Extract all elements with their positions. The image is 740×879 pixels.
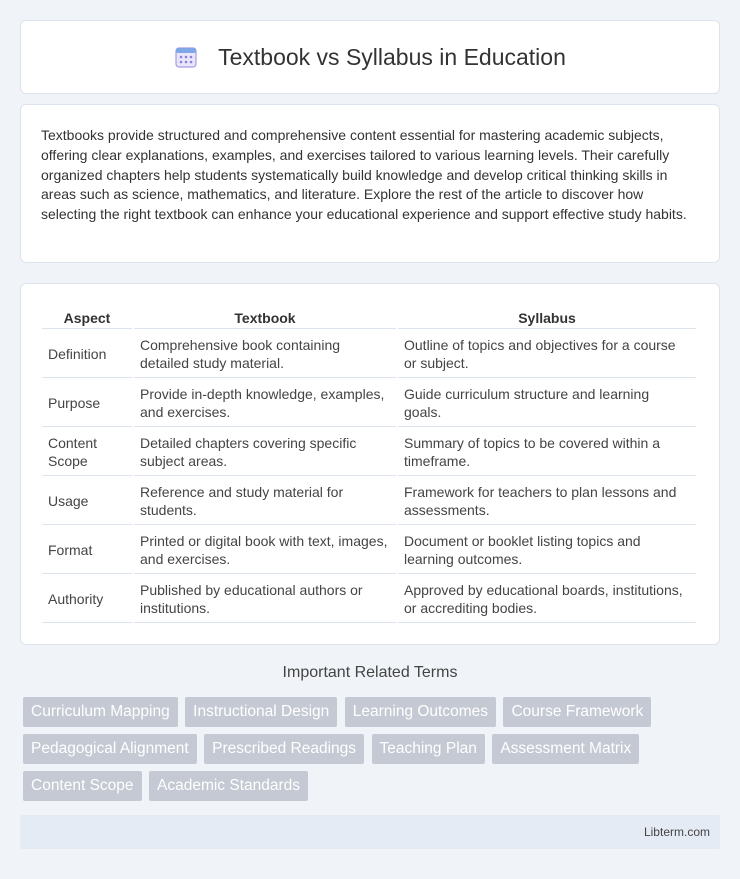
cell-syllabus: Framework for teachers to plan lessons and assessments. — [398, 478, 696, 525]
cell-textbook: Comprehensive book containing detailed study material. — [134, 331, 396, 378]
header-aspect: Aspect — [42, 308, 132, 329]
tag-assessment-matrix[interactable]: Assessment Matrix — [492, 734, 639, 764]
table-row — [42, 478, 696, 525]
tag-course-framework[interactable]: Course Framework — [503, 697, 651, 727]
cell-syllabus: Summary of topics to be covered within a timeframe. — [398, 429, 696, 476]
calendar-icon — [174, 45, 198, 69]
cell-aspect: Format — [42, 527, 132, 574]
table-row — [42, 576, 696, 623]
table-row — [42, 429, 696, 476]
header-card — [20, 20, 720, 94]
tag-pedagogical-alignment[interactable]: Pedagogical Alignment — [23, 734, 197, 764]
cell-syllabus: Guide curriculum structure and learning goals. — [398, 380, 696, 427]
tag-teaching-plan[interactable]: Teaching Plan — [372, 734, 485, 764]
table-row — [42, 331, 696, 378]
cell-aspect: Content Scope — [42, 429, 132, 476]
tag-prescribed-readings[interactable]: Prescribed Readings — [204, 734, 364, 764]
cell-textbook: Printed or digital book with text, images, and exercises. — [134, 527, 396, 574]
tag-learning-outcomes[interactable]: Learning Outcomes — [345, 697, 496, 727]
related-terms-list — [23, 697, 723, 808]
cell-aspect: Purpose — [42, 380, 132, 427]
tag-instructional-design[interactable]: Instructional Design — [185, 697, 337, 727]
table-row — [42, 527, 696, 574]
header-textbook: Textbook — [134, 308, 396, 329]
related-terms-heading: Important Related Terms — [282, 664, 458, 681]
table-header-row — [42, 308, 696, 329]
cell-textbook: Detailed chapters covering specific subject areas. — [134, 429, 396, 476]
page-title: Textbook vs Syllabus in Education — [218, 43, 566, 70]
cell-textbook: Reference and study material for students. — [134, 478, 396, 525]
cell-aspect: Definition — [42, 331, 132, 378]
intro-card — [20, 104, 720, 263]
header-syllabus: Syllabus — [398, 308, 696, 329]
cell-textbook: Published by educational authors or institutions. — [134, 576, 396, 623]
cell-aspect: Authority — [42, 576, 132, 623]
cell-aspect: Usage — [42, 478, 132, 525]
tag-curriculum-mapping[interactable]: Curriculum Mapping — [23, 697, 178, 727]
comparison-table-card — [20, 283, 720, 645]
cell-syllabus: Document or booklet listing topics and learning outcomes. — [398, 527, 696, 574]
tag-content-scope[interactable]: Content Scope — [23, 771, 142, 801]
intro-paragraph: Textbooks provide structured and comprehensive content essential for mastering academic subjects, offering clear explanations, examples, and exercises tailored to various learning levels. Their carefully organized chapters help students systematically build knowledge and develop critical thinking skills in areas such as science, mathematics, and literature. Explore the rest of the article to discover how selecting the right textbook can enhance your educational experience and support effective study habits. — [41, 127, 687, 223]
cell-syllabus: Outline of topics and objectives for a course or subject. — [398, 331, 696, 378]
footer-brand-link[interactable]: Libterm.com — [643, 825, 710, 839]
comparison-table — [40, 306, 698, 625]
tag-academic-standards[interactable]: Academic Standards — [149, 771, 308, 801]
table-row — [42, 380, 696, 427]
cell-textbook: Provide in-depth knowledge, examples, and exercises. — [134, 380, 396, 427]
cell-syllabus: Approved by educational boards, institutions, or accrediting bodies. — [398, 576, 696, 623]
footer — [20, 815, 720, 849]
